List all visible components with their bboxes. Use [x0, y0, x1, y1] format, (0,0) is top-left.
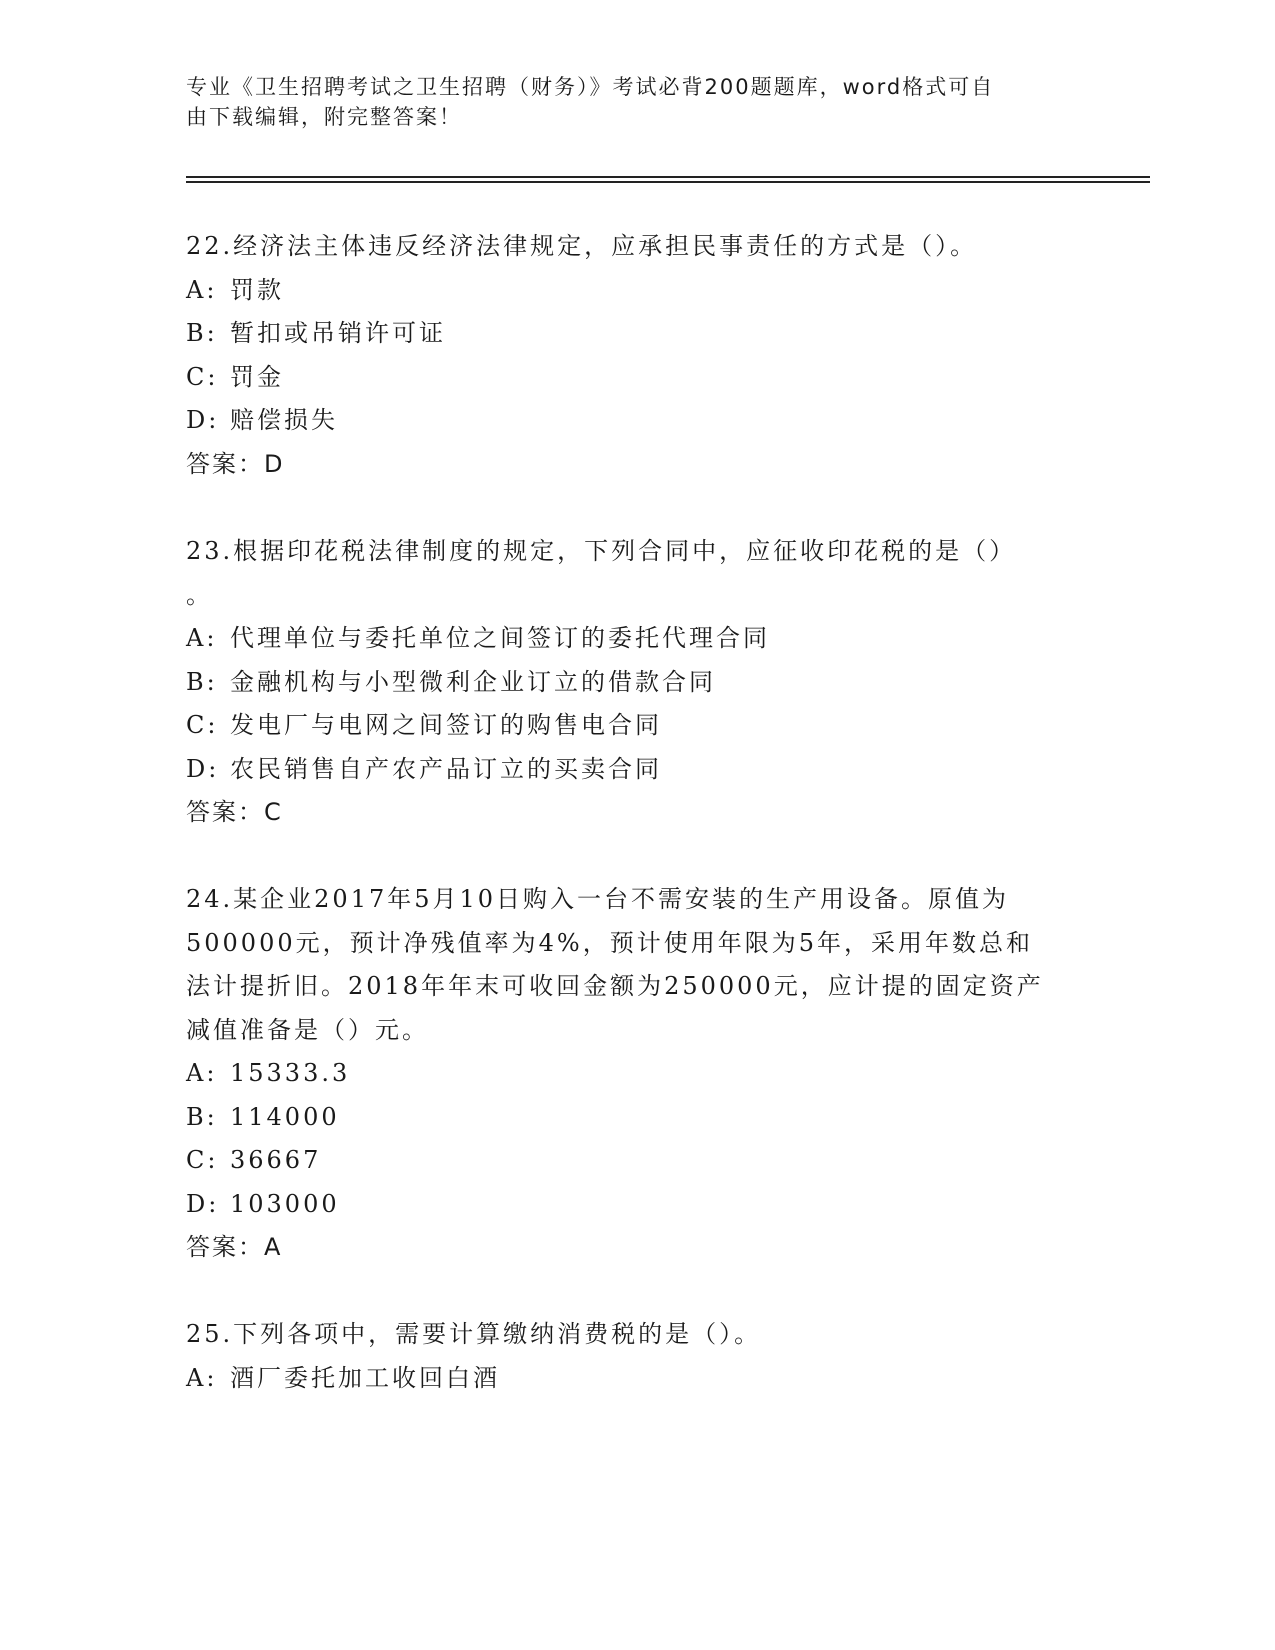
option-text: 罚金 — [230, 363, 284, 391]
question-24-option-c — [186, 1145, 1086, 1175]
question-22-answer: 答案：D — [186, 450, 285, 478]
header-line-2: 由下载编辑，附完整答案！ — [186, 105, 462, 129]
option-text: 金融机构与小型微利企业订立的借款合同 — [230, 668, 716, 696]
question-23-stem-line-1: 23.根据印花税法律制度的规定，下列合同中，应征收印花税的是（） — [186, 537, 1017, 565]
question-22-option-a — [186, 275, 1086, 305]
option-key: B: — [186, 668, 218, 696]
question-22-option-c — [186, 362, 1086, 392]
question-24-option-b — [186, 1102, 1086, 1132]
option-text: 暂扣或吊销许可证 — [230, 319, 446, 347]
option-key: C: — [186, 711, 219, 739]
option-text: 114000 — [230, 1103, 340, 1131]
question-23-answer: 答案：C — [186, 798, 283, 826]
question-25-option-a — [186, 1363, 1086, 1393]
question-23-option-a — [186, 623, 1086, 653]
option-key: A: — [186, 276, 218, 304]
question-24-answer: 答案：A — [186, 1233, 283, 1261]
question-24-stem-line-1: 24.某企业2017年5月10日购入一台不需安装的生产用设备。原值为 — [186, 885, 1010, 913]
option-key: A: — [186, 1059, 218, 1087]
option-key: A: — [186, 624, 218, 652]
option-text: 15333.3 — [230, 1059, 351, 1087]
option-key: B: — [186, 319, 218, 347]
option-text: 酒厂委托加工收回白酒 — [230, 1364, 500, 1392]
option-text: 罚款 — [230, 276, 284, 304]
option-key: D: — [186, 1190, 220, 1218]
option-key: D: — [186, 755, 220, 783]
option-text: 代理单位与委托单位之间签订的委托代理合同 — [230, 624, 770, 652]
option-key: C: — [186, 1146, 219, 1174]
option-text: 发电厂与电网之间签订的购售电合同 — [230, 711, 662, 739]
option-key: A: — [186, 1364, 218, 1392]
header-line-1: 专业《卫生招聘考试之卫生招聘（财务）》考试必背200题题库，word格式可自 — [186, 75, 995, 99]
question-24-option-a — [186, 1058, 1086, 1088]
header-divider-top — [186, 176, 1150, 178]
question-23-option-b — [186, 667, 1086, 697]
question-24-stem-line-3: 法计提折旧。2018年年末可收回金额为250000元，应计提的固定资产 — [186, 972, 1044, 1000]
question-23-option-d — [186, 754, 1086, 784]
option-text: 36667 — [230, 1146, 322, 1174]
question-22-option-d — [186, 405, 1086, 435]
question-24-stem-line-4: 减值准备是（）元。 — [186, 1016, 429, 1044]
option-key: D: — [186, 406, 220, 434]
option-text: 103000 — [230, 1190, 340, 1218]
question-24-stem-line-2: 500000元，预计净残值率为4%，预计使用年限为5年，采用年数总和 — [186, 929, 1033, 957]
document-header — [186, 72, 1056, 132]
question-23-option-c — [186, 710, 1086, 740]
option-text: 农民销售自产农产品订立的买卖合同 — [230, 755, 662, 783]
question-22-stem: 22.经济法主体违反经济法律规定，应承担民事责任的方式是（）。 — [186, 232, 978, 260]
question-24-option-d — [186, 1189, 1086, 1219]
header-divider-bottom — [186, 181, 1150, 183]
question-25-stem: 25.下列各项中，需要计算缴纳消费税的是（）。 — [186, 1320, 762, 1348]
option-key: B: — [186, 1103, 218, 1131]
option-key: C: — [186, 363, 219, 391]
question-23-stem-line-2: 。 — [186, 581, 213, 609]
question-22-option-b — [186, 318, 1086, 348]
option-text: 赔偿损失 — [230, 406, 338, 434]
